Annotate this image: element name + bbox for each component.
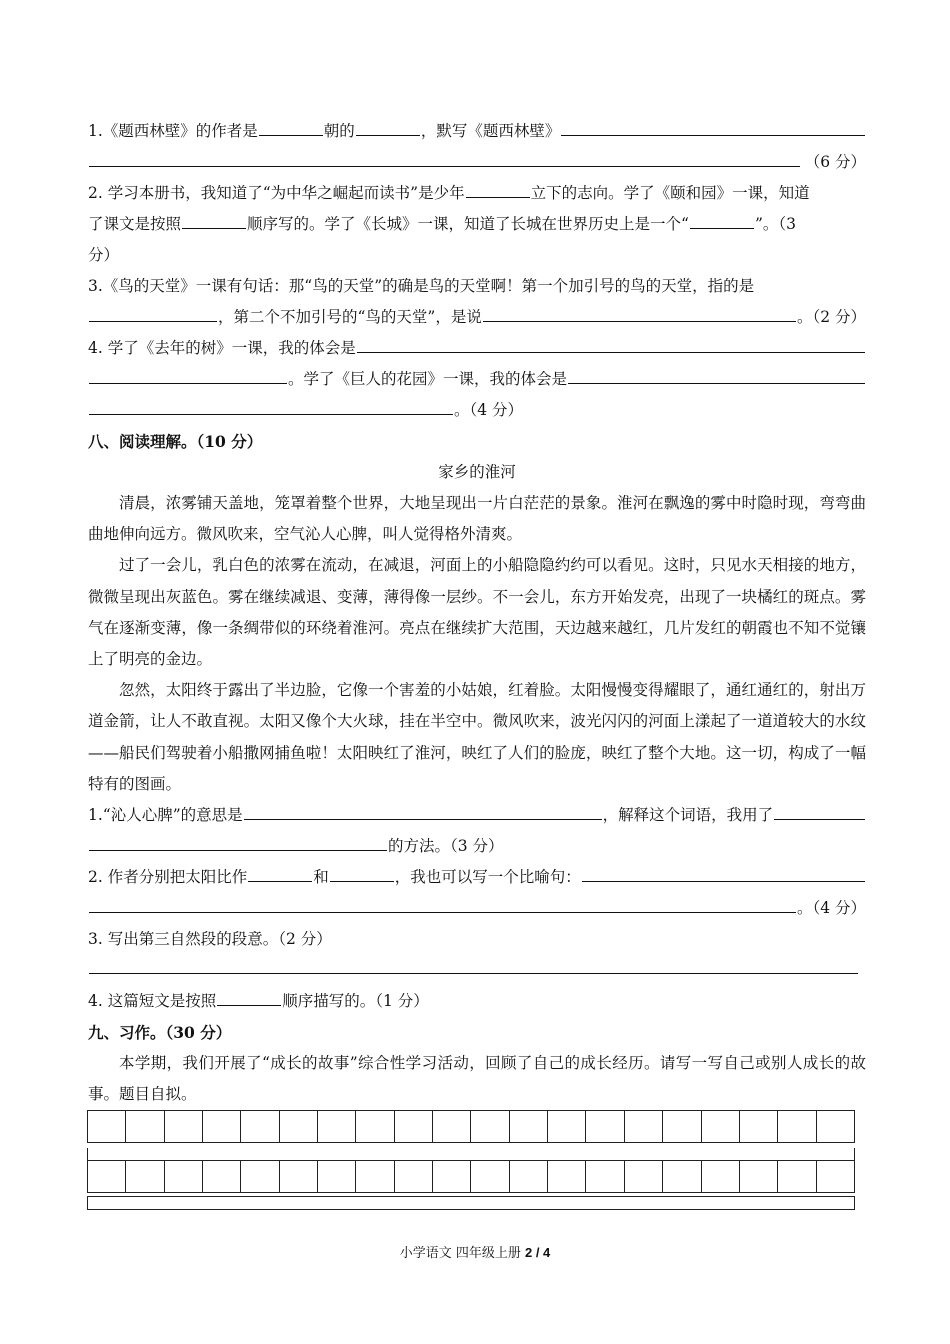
answer-blank[interactable] [89,303,217,322]
question-4-line-3 [88,395,866,426]
reading-question-1-line-2 [88,831,866,862]
answer-blank[interactable] [89,832,387,851]
question-text: ，默写《题西林壁》 [420,122,561,140]
question-4-line-2 [88,364,866,395]
question-3-line-2 [88,302,866,333]
question-text: 3. 写出第三自然段的段意。（2 分） [88,930,332,949]
question-text: 和 [313,868,329,887]
answer-blank[interactable] [89,396,453,415]
answer-blank[interactable] [356,117,420,136]
question-text: 顺序写的。学了《长城》一课，知道了长城在世界历史上是一个“ [247,215,689,233]
question-text: ，我也可以写一个比喻句： [394,868,581,887]
score-label: （6 分） [804,153,866,171]
question-text: 2. 学习本册书，我知道了“为中华之崛起而读书”是少年 [88,184,465,202]
footer-label: 小学语文 四年级上册 [399,1246,521,1261]
page-number: 2 / 4 [524,1245,551,1260]
writing-grid-gap [87,1196,855,1210]
answer-blank[interactable] [182,210,246,229]
question-1-line-2 [88,147,866,178]
answer-blank[interactable] [582,863,865,882]
question-text: ，解释这个词语，我用了 [602,806,774,825]
passage-paragraph: 过了一会儿，乳白色的浓雾在流动，在减退，河面上的小船隐隐约约可以看见。这时，只见水天相接的地方，微微呈现出灰蓝色。雾在继续减退、变薄，薄得像一层纱。不一会儿，东方开始发亮，出现了一块橘红的斑点。雾气在逐渐变薄，像一条绸带似的环绕着淮河。亮点在继续扩大范围，天边越来越红，几片发红的朝霞也不知不觉镶上了明亮的金边。 [88,556,866,669]
question-text: 朝的 [323,122,355,140]
question-text: ”。（3 [754,215,796,233]
question-text: 分） [88,246,120,264]
question-3-line [88,271,866,302]
reading-question-2-line [88,862,866,893]
reading-question-3-line [88,924,866,955]
question-text: 。学了《巨人的花园》一课，我的体会是 [288,370,568,388]
answer-blank[interactable] [561,117,865,136]
answer-blank[interactable] [774,801,865,820]
answer-blank[interactable] [89,148,800,167]
question-2-line [88,178,866,209]
question-text: 顺序描写的。（1 分） [282,992,429,1011]
answer-blank[interactable] [690,210,754,229]
answer-blank[interactable] [568,365,865,384]
answer-blank[interactable] [357,334,865,353]
question-text: 3.《鸟的天堂》一课有句话：那“鸟的天堂”的确是鸟的天堂啊！第一个加引号的鸟的天堂，指的是 [88,277,755,295]
passage-paragraph: 清晨，浓雾铺天盖地，笼罩着整个世界，大地呈现出一片白茫茫的景象。淮河在飘逸的雾中时隐时现，弯弯曲曲地伸向远方。微风吹来，空气沁人心脾，叫人觉得格外清爽。 [88,494,866,544]
writing-grid-gap [87,1148,855,1160]
answer-blank[interactable] [483,303,796,322]
answer-blank[interactable] [89,894,796,913]
writing-grid-row-1[interactable] [87,1110,855,1143]
passage-title: 家乡的淮河 [438,463,516,481]
question-text: 1.“沁人心脾”的意思是 [88,806,243,825]
writing-grid-row-2[interactable] [87,1160,855,1193]
reading-question-3-answer [88,955,866,986]
section-9-heading: 九、习作。（30 分） [88,1023,232,1043]
question-text: 4. 学了《去年的树》一课，我的体会是 [88,339,356,357]
passage-paragraph: 忽然，太阳终于露出了半边脸，它像一个害羞的小姑娘，红着脸。太阳慢慢变得耀眼了，通红通红的，射出万道金箭，让人不敢直视。太阳又像个大火球，挂在半空中。微风吹来，波光闪闪的河面上漾起了一道道较大的水纹——船民们驾驶着小船撒网捕鱼啦！太阳映红了淮河，映红了人们的脸庞，映红了整个大地。这一切，构成了一幅特有的图画。 [88,681,866,793]
question-text: ，第二个不加引号的“鸟的天堂”，是说 [218,308,482,326]
question-2-line-3 [88,240,866,271]
answer-blank[interactable] [259,117,323,136]
answer-blank[interactable] [89,365,287,384]
question-text: 1.《题西林壁》的作者是 [88,122,258,140]
question-text: 。（4 分） [796,899,866,918]
answer-blank[interactable] [466,179,530,198]
question-text: 。（2 分） [796,308,866,326]
question-4-line [88,333,866,364]
question-text: 2. 作者分别把太阳比作 [88,868,248,887]
reading-question-1-line [88,800,866,831]
writing-prompt: 本学期，我们开展了“成长的故事”综合性学习活动，回顾了自己的成长经历。请写一写自己或别人成长的故事。题目自拟。 [88,1054,866,1104]
answer-blank[interactable] [244,801,602,820]
page-footer [0,1242,950,1261]
reading-question-4-line [88,986,866,1017]
question-text: 4. 这篇短文是按照 [88,992,217,1011]
question-text: 的方法。（3 分） [388,837,504,856]
question-1-line [88,116,866,147]
question-text: 了课文是按照 [88,215,182,233]
question-2-line-2 [88,209,866,240]
question-text: 。（4 分） [454,401,524,419]
answer-blank[interactable] [248,863,312,882]
reading-question-2-line-2 [88,893,866,924]
answer-blank[interactable] [89,955,858,974]
section-8-heading: 八、阅读理解。（10 分） [88,432,263,451]
answer-blank[interactable] [330,863,394,882]
answer-blank[interactable] [217,987,281,1006]
question-text: 立下的志向。学了《颐和园》一课，知道 [530,184,810,202]
worksheet-page [88,116,866,1110]
